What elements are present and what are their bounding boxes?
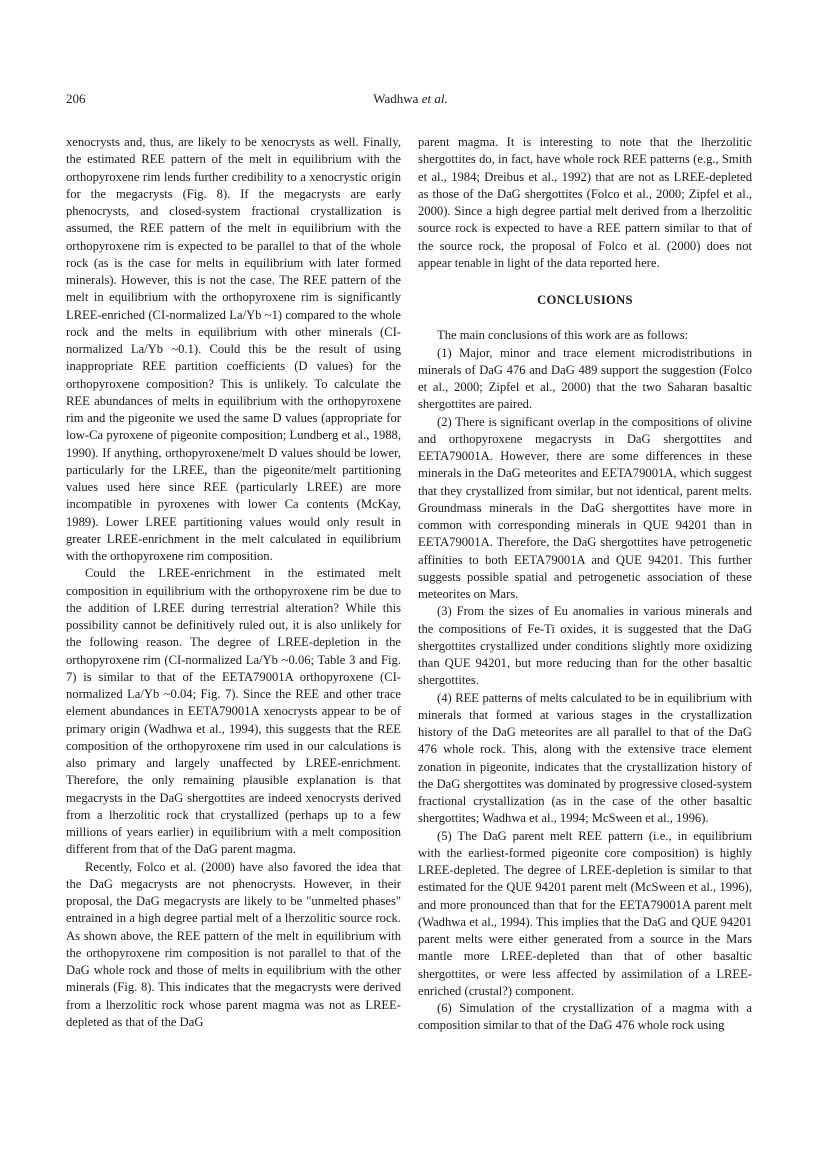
paragraph: Could the LREE-enrichment in the estimated melt composition in equilibrium with the orthopyroxene rim be due to the addition of LREE during terrestrial alteration? While this possibility cannot be definitively ruled out, it is also unlikely for the following reason. The degree of LREE-depletion in the orthopyroxene rim (CI-normalized La/Yb ~0.06; Table 3 and Fig. 7) is similar to that of the EETA79001A orthopyroxene (CI-normalized La/Yb ~0.04; Fig. 7). Since the REE and other trace element abundances in EETA79001A xenocrysts appear to be of primary origin (Wadhwa et al., 1994), this suggests that the REE composition of the orthopyroxene rim used in our calculations is also primary and largely unaffected by LREE-enrichment. Therefore, the only remaining plausible explanation is that megacrysts in the DaG shergottites are indeed xenocrysts derived from a lherzolitic rock that crystallized (perhaps up to a few millions of years earlier) in equilibrium with a melt composition different from that of the DaG parent magma. bbox=[66, 566, 401, 857]
conclusion-item: (4) REE patterns of melts calculated to be in equilibrium with minerals that formed at various stages in the crystallization history of the DaG meteorites are all parallel to that of the DaG 476 whole rock. This, along with the extensive trace element zonation in pigeonite, indicates that the crystallization history of the DaG shergottites was dominated by progressive closed-system fractional crystallization (as in the case of the other basaltic shergottites; Wadhwa et al., 1994; McSween et al., 1996). bbox=[418, 690, 752, 826]
page-number: 206 bbox=[66, 91, 86, 106]
paragraph: xenocrysts and, thus, are likely to be xenocrysts as well. Finally, the estimated REE pattern of the melt in equilibrium with the orthopyroxene rim lends further credibility to a xenocrystic origin for the megacrysts (Fig. 8). If the megacrysts are early phenocrysts, and closed-system fractional crystallization is assumed, the REE pattern of the melt in equilibrium with the orthopyroxene rim is expected to be parallel to that of the whole rock (as is the case for melts in equilibrium with later formed minerals). However, this is not the case. The REE pattern of the melt in equilibrium with the orthopyroxene rim is significantly LREE-enriched (CI-normalized La/Yb ~1) compared to the whole rock and the melts in equilibrium with other minerals (CI-normalized La/Yb ~0.1). Could this be the result of using inappropriate REE partition coefficients (D values) for the orthopyroxene composition? This is unlikely. To calculate the REE abundances of melts in equilibrium with the orthopyroxene rim and the pigeonite we used the same D values (appropriate for low-Ca pyroxene of pigeonite composition; Lundberg et al., 1988, 1990). If anything, orthopyroxene/melt D values should be lower, particularly for the LREE, than the pigeonite/melt partitioning values used here since REE (particularly LREE) are more incompatible in pyroxenes with lower Ca contents (McKay, 1989). Lower LREE partitioning values would only result in greater LREE-enrichment in the melt calculated in equilibrium with the orthopyroxene rim composition. bbox=[66, 135, 401, 563]
conclusion-item: (3) From the sizes of Eu anomalies in various minerals and the compositions of Fe-Ti oxides, it is suggested that the DaG shergottites crystallized under conditions slightly more oxidizing than QUE 94201, but more reducing than for the other basaltic shergottites. bbox=[418, 604, 752, 688]
conclusion-item: (2) There is significant overlap in the compositions of olivine and orthopyroxene megacrysts in DaG shergottites and EETA79001A. However, there are some differences in these minerals in the DaG meteorites and EETA79001A, which suggest that they crystallized from similar, but not identical, parent melts. Groundmass minerals in the DaG shergottites have more in common with corresponding minerals in QUE 94201 than in EETA79001A. Therefore, the DaG shergottites have petrogenetic affinities to both EETA79001A and QUE 94201. This further suggests possible spatial and petrogenetic association of these meteorites on Mars. bbox=[418, 414, 752, 601]
running-title: Wadhwa et al. bbox=[373, 91, 448, 106]
left-column bbox=[66, 134, 401, 1031]
conclusion-item: (6) Simulation of the crystallization of a magma with a composition similar to that of the DaG 476 whole rock using bbox=[418, 1001, 752, 1033]
right-column bbox=[418, 134, 752, 1035]
paragraph: parent magma. It is interesting to note that the lherzolitic shergottites do, in fact, have whole rock REE patterns (e.g., Smith et al., 1984; Dreibus et al., 1992) that are not as LREE-depleted as those of the DaG shergottites (Folco et al., 2000; Zipfel et al., 2000). Since a high degree partial melt derived from a lherzolitic source rock is expected to have a REE pattern similar to that of the source rock, the proposal of Folco et al. (2000) does not appear tenable in light of the data reported here. bbox=[418, 135, 752, 270]
conclusions-intro: The main conclusions of this work are as follows: bbox=[437, 328, 689, 343]
conclusion-item: (5) The DaG parent melt REE pattern (i.e., in equilibrium with the earliest-formed pigeonite core composition) is highly LREE-depleted. The degree of LREE-depletion is similar to that estimated for the QUE 94201 parent melt (McSween et al., 1996), and more pronounced than that for the EETA79001A parent melt (Wadhwa et al., 1994). This implies that the DaG and QUE 94201 parent melts were either generated from a source in the Mars mantle more LREE-depleted than that of other basaltic shergottites, or were less affected by assimilation of a LREE-enriched (crustal?) component. bbox=[418, 828, 752, 998]
section-heading: CONCLUSIONS bbox=[537, 293, 633, 307]
conclusion-item: (1) Major, minor and trace element microdistributions in minerals of DaG 476 and DaG 489 support the suggestion (Folco et al., 2000; Zipfel et al., 2000) that the two Saharan basaltic shergottites are paired. bbox=[418, 345, 752, 412]
paragraph: Recently, Folco et al. (2000) have also favored the idea that the DaG megacrysts are not phenocrysts. However, in their proposal, the DaG megacrysts are likely to be "unmelted phases" entrained in a high degree partial melt of a lherzolitic source rock. As shown above, the REE pattern of the melt in equilibrium with the orthopyroxene rim composition is not parallel to that of the DaG whole rock and those of melts in equilibrium with the other minerals (Fig. 8). This indicates that the megacrysts were derived from a lherzolitic rock whose parent magma was not as LREE-depleted as that of the DaG bbox=[66, 859, 401, 1029]
